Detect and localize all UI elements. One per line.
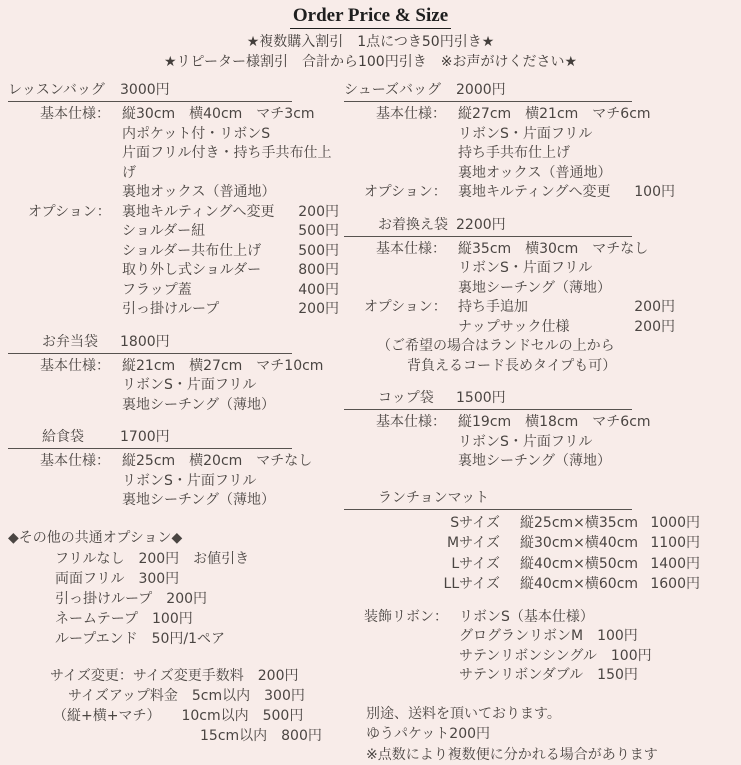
lesson-bag-options (8, 203, 344, 320)
spec-line: 片面フリル付き・持ち手共布仕上げ (122, 144, 344, 183)
option-row (458, 318, 675, 338)
size-name: LLサイズ (344, 574, 500, 595)
option-row (122, 261, 339, 281)
size-dims: 縦25cm×横35cm (500, 513, 638, 534)
spec-label: 基本仕様： (40, 357, 122, 416)
option-price: 200円 (634, 298, 675, 318)
option-price: 500円 (298, 242, 339, 262)
lunch-mat-row (344, 574, 700, 595)
product-price: 1700円 (120, 428, 170, 446)
product-name: ランチョンマット (378, 489, 489, 507)
lunch-mat-table (344, 513, 700, 595)
lunch-mat-row (344, 554, 700, 575)
option-row (458, 298, 675, 318)
size-dims: 縦30cm×横40cm (500, 533, 638, 554)
kigae-bag-header (344, 216, 632, 237)
right-column (344, 81, 700, 765)
size-price: 1600円 (650, 574, 700, 595)
common-option-item: フリルなし 200円 お値引き (55, 549, 344, 569)
option-label: オプション： (28, 203, 122, 320)
size-change-line: 15cm以内 800円 (200, 726, 344, 746)
section-lunch-mat (344, 489, 700, 595)
kyushoku-bag-header (8, 428, 292, 449)
spec-line: 裏地シーチング（薄地） (458, 279, 648, 299)
spec-line: リボンS・片面フリル (122, 472, 312, 492)
discount-line-1: ★複数購入割引 1点につき50円引き★ (0, 32, 741, 52)
left-column (0, 81, 344, 746)
option-name: 引っ掛けループ (122, 300, 219, 320)
common-option-item: 引っ掛けループ 200円 (55, 589, 344, 609)
spec-line: 裏地シーチング（薄地） (122, 396, 323, 416)
option-row (122, 222, 339, 242)
spec-label: 基本仕様： (40, 452, 122, 511)
section-bento-bag (8, 333, 344, 416)
ribbon-label: 装飾リボン： (364, 608, 459, 686)
section-lesson-bag (8, 81, 344, 320)
common-options-title: ◆その他の共通オプション◆ (8, 528, 344, 548)
option-label: オプション： (364, 183, 458, 203)
spec-line: 裏地オックス（普通地） (458, 164, 651, 184)
product-price: 1500円 (456, 389, 506, 407)
product-price: 3000円 (120, 81, 170, 99)
product-name: 給食袋 (42, 428, 120, 446)
size-name: Sサイズ (344, 513, 500, 534)
size-name: Lサイズ (344, 554, 500, 575)
note-line: 背負えるコード長めタイプも可） (407, 357, 700, 377)
bento-bag-specs (8, 357, 344, 416)
option-row (122, 242, 339, 262)
product-price: 1800円 (120, 333, 170, 351)
option-price: 200円 (298, 203, 339, 223)
spec-line: 縦21cm 横27cm マチ10cm (122, 357, 323, 377)
option-name: ショルダー共布仕上げ (122, 242, 261, 262)
kyushoku-bag-specs (8, 452, 344, 511)
product-name: レッスンバッグ (8, 81, 120, 99)
option-row (122, 281, 339, 301)
size-price: 1100円 (650, 533, 700, 554)
shoes-bag-header (344, 81, 632, 102)
size-price: 1400円 (650, 554, 700, 575)
cup-bag-header (344, 389, 632, 410)
shoes-bag-specs (344, 105, 700, 183)
size-price: 1000円 (650, 513, 700, 534)
option-price: 800円 (298, 261, 339, 281)
ribbon-line: サテンリボンシングル 100円 (459, 647, 652, 667)
spec-line: 内ポケット付・リボンS (122, 125, 344, 145)
ribbon-line: サテンリボンダブル 150円 (459, 666, 652, 686)
shipping-line: 別途、送料を頂いております。 (366, 704, 700, 725)
spec-line: リボンS・片面フリル (122, 376, 323, 396)
option-name: 裏地キルティングへ変更 (458, 183, 610, 203)
spec-line: 縦27cm 横21cm マチ6cm (458, 105, 651, 125)
option-name: 取り外し式ショルダー (122, 261, 261, 281)
spec-line: 裏地シーチング（薄地） (122, 491, 312, 511)
option-name: フラップ蓋 (122, 281, 192, 301)
section-kyushoku-bag (8, 428, 344, 511)
size-change-line: （縦+横+マチ） 10cm以内 500円 (53, 706, 344, 726)
option-price: 500円 (298, 222, 339, 242)
spec-label: 基本仕様： (376, 105, 458, 183)
size-change-line: サイズ変更：サイズ変更手数料 200円 (50, 666, 344, 686)
section-ribbon (344, 608, 700, 686)
section-common-options (8, 528, 344, 649)
product-price: 2000円 (456, 81, 506, 99)
product-price: 2200円 (456, 216, 506, 234)
option-name: ナップサック仕様 (458, 318, 569, 338)
section-shoes-bag (344, 81, 700, 203)
spec-label: 基本仕様： (376, 240, 458, 299)
size-dims: 縦40cm×横50cm (500, 554, 638, 575)
spec-line: リボンS・片面フリル (458, 125, 651, 145)
spec-line: リボンS・片面フリル (458, 259, 648, 279)
spec-line: 縦19cm 横18cm マチ6cm (458, 413, 651, 433)
section-size-change (8, 666, 344, 746)
option-row (122, 300, 339, 320)
page-title: Order Price & Size (290, 5, 451, 29)
common-option-item: ループエンド 50円/1ペア (55, 629, 344, 649)
spec-label: 基本仕様： (376, 413, 458, 472)
option-row (122, 203, 339, 223)
lunch-mat-row (344, 533, 700, 554)
lunch-mat-row (344, 513, 700, 534)
cup-bag-specs (344, 413, 700, 472)
kigae-bag-options (344, 298, 700, 337)
option-row (458, 183, 675, 203)
content-columns (0, 72, 741, 765)
spec-line: 縦35cm 横30cm マチなし (458, 240, 648, 260)
spec-line: 持ち手共布仕上げ (458, 144, 651, 164)
size-dims: 縦40cm×横60cm (500, 574, 638, 595)
section-cup-bag (344, 389, 700, 472)
section-shipping (366, 704, 700, 765)
lesson-bag-specs (8, 105, 344, 203)
ribbon-line: リボンS（基本仕様） (459, 608, 652, 628)
size-name: Mサイズ (344, 533, 500, 554)
option-price: 200円 (298, 300, 339, 320)
lunch-mat-header (344, 489, 632, 510)
size-change-line: サイズアップ料金 5cm以内 300円 (68, 686, 344, 706)
kigae-bag-note (344, 337, 700, 376)
spec-line: 縦30cm 横40cm マチ3cm (122, 105, 344, 125)
discount-line-2: ★リピーター様割引 合計から100円引き ※お声がけください★ (0, 52, 741, 72)
option-name: 裏地キルティングへ変更 (122, 203, 274, 223)
option-name: ショルダー紐 (122, 222, 205, 242)
spec-line: リボンS・片面フリル (458, 433, 651, 453)
ribbon-line: グログランリボンM 100円 (459, 627, 652, 647)
lesson-bag-header (8, 81, 292, 102)
product-name: お弁当袋 (42, 333, 120, 351)
header (0, 0, 741, 72)
shoes-bag-options (344, 183, 700, 203)
option-name: 持ち手追加 (458, 298, 528, 318)
product-name: コップ袋 (378, 389, 456, 407)
bento-bag-header (8, 333, 292, 354)
option-price: 200円 (634, 318, 675, 338)
option-price: 100円 (634, 183, 675, 203)
shipping-line: ※点数により複数便に分かれる場合があります (366, 745, 700, 765)
kigae-bag-specs (344, 240, 700, 299)
section-kigae-bag (344, 216, 700, 377)
spec-line: 裏地オックス（普通地） (122, 183, 344, 203)
spec-line: 裏地シーチング（薄地） (458, 452, 651, 472)
option-label: オプション： (364, 298, 458, 337)
common-option-item: 両面フリル 300円 (55, 569, 344, 589)
product-name: お着換え袋 (378, 216, 456, 234)
product-name: シューズバッグ (344, 81, 456, 99)
spec-line: 縦25cm 横20cm マチなし (122, 452, 312, 472)
note-line: （ご希望の場合はランドセルの上から (377, 337, 700, 357)
spec-label: 基本仕様： (40, 105, 122, 203)
common-option-item: ネームテープ 100円 (55, 609, 344, 629)
option-price: 400円 (298, 281, 339, 301)
shipping-line: ゆうパケット200円 (366, 724, 700, 745)
